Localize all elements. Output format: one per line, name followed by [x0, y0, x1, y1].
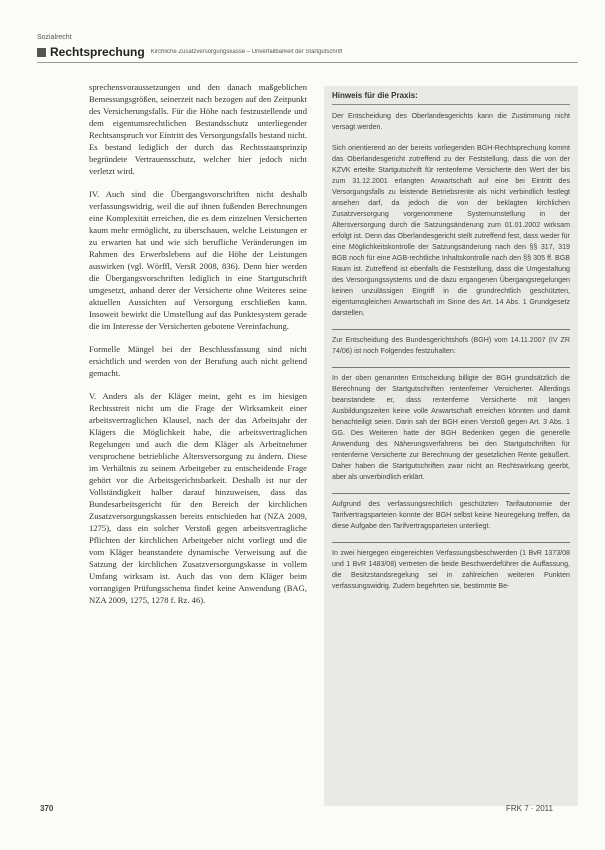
box-heading: Hinweis für die Praxis:	[332, 86, 570, 105]
header-divider	[37, 62, 578, 63]
box-paragraph: Aufgrund des verfassungsrechtlich geschützten Tarifautonomie der Tarifvertragsparteien konnte der BGH selbst keine Neuregelung treffen, da diese Aufgabe den Tarifvertragsparteien unterliegt.	[332, 493, 570, 532]
paragraph: sprechensvoraussetzungen und den danach maßgeblichen Bemessungsgrößen, seinerzeit nach bezogen auf den Zeitpunkt des Versicherungsfalls. Für die Höhe nach festzustellende und dem eigentumsrechtlichen Bestandsschutz unterliegender Rechtsanspruch vor Eintritt des Versorgungsfalls bestand nicht. Es bestand lediglich der durch das Rechtsstaatsprinzip begründete Vertrauensschutz, welcher hier jedoch nicht verletzt wird.	[89, 82, 307, 176]
paragraph: V. Anders als der Kläger meint, geht es im hiesigen Rechtsstreit nicht um die Frage der Wirksamkeit einer arbeitsvertraglichen Klausel, nach der das Arbeitsjahr der Klägers die Möglichkeit habe, die arbeitsvertraglichen Regelungen und auch die dem Kläger als Arbeitnehmer versprochene betriebliche Altersversorgung zu ändern. Diese im Verhältnis zu seinem Arbeitgeber zu entscheidende Frage gehört vor die Arbeitsgerichtsbarkeit. Deshalb ist nur der Vollständigkeit halber darauf hinzuweisen, dass das Bundesarbeitsgericht für den Bereich der kirchlichen Zusatzversorgungskassen bereits entschieden hat (NZA 2009, 1275), dass ein solcher Verstoß gegen arbeitsvertragliche Pflichten der kirchlichen Arbeitgeber nicht vorliegt und die vom Kläger beanstandete dynamische Verweisung auf die Satzung der kirchlichen Zusatzversorgungskasse in vollem Umfang wirksam ist. Auch das von dem Kläger beim vorrangigen Prüfungsschema findet keine Anwendung (BAG, NZA 2009, 1275, 1278 f. Rz. 46).	[89, 391, 307, 605]
page-title: Rechtsprechung	[50, 45, 145, 59]
box-paragraph: In der oben genannten Entscheidung billigte der BGH grundsätzlich die Berechnung der Startgutschriften rentenferner Versicherter. Allerdings beanstandete er, dass rentenferne Versicherte mit langen Ausbildungszeiten keine volle Anwartschaft erreichen könnten und damit benachteiligt seien. Darin sah der BGH einen Verstoß gegen Art. 3 Abs. 1 GG. Des Weiteren hatte der BGH Bedenken gegen die generelle Anwendung des Näherungsverfahrens bei den Startgutschriften für rentenferne Versicherte zur Berechnung der gesetzlichen Rente geäußert. Daher haben die Startgutschriften zwar nicht an Rechtswirkung geerbt, aber als unverbindlich erklärt.	[332, 367, 570, 483]
box-paragraph: Der Entscheidung des Oberlandesgerichts kann die Zustimmung nicht versagt werden.	[332, 112, 570, 131]
box-paragraph: Sich orientierend an der bereits vorliegenden BGH-Rechtsprechung kommt das Oberlandesgericht zutreffend zu der Feststellung, dass die von der KZVK erteilte Startgutschrift für rentenferne Versicherte den Wert der bis zum 31.12.2001 erlangten Anwartschaft auf eine bei Eintritt des Versorgungsfalls zu leistende Betriebsrente als nicht verbindlich festlegt ansehen darf, da jedoch die von der beklagten kirchlichen Zusatzversorgung vorgenommene Systemumstellung in der Altersversorgung durch die Satzungsänderung zum 01.01.2002 wirksam erfolgt ist. Denn das Oberlandesgericht stellt zutreffend fest, dass weder für eine Möglichkeitskontrolle der Satzungsänderung nach den §§ 317, 319 BGB noch für eine AGB-rechtliche Inhaltskontrolle nach den §§ 305 ff. BGB Raum ist. Zutreffend ist ebenfalls die Feststellung, dass die Umgestaltung des Versorgungssystems und die dazu ergangenen Übergangsregelungen keinen unzulässigen Eingriff in die grundrechtlich geschützten, eigentumsgleichen Anwartschaft im Sinne des Art. 14 Abs. 1 Grundgesetz darstellen.	[332, 144, 570, 317]
paragraph: IV. Auch sind die Übergangsvorschriften nicht deshalb verfassungswidrig, weil die auf ihnen fußenden Berechnungen eine Komplexität erreichen, die es dem einzelnen Versicherten kaum mehr ermöglicht, zu überschauen, welche Leistungen er zu erwarten hat und wie sich berufliche Veränderungen im Rahmen des Erwerbslebens auf die Höhe der Leistungen auswirken (vgl. Wörffl, VersR 2008, 836). Denn hier werden die Übergangsvorschriften lediglich in eine Startgutschrift umgesetzt, anhand derer der Versicherte ohne Weiteres seine aktuellen Aussichten auf Versorgung erschließen kann. Insoweit bewirkt die Umstellung auf das Punktesystem gerade die im Interesse der Versicherten gebotene Vereinfachung.	[89, 189, 307, 331]
page-subtitle: Kirchliche Zusatzversorgungskasse – Unverfallbarkeit der Startgutschrift	[150, 49, 343, 55]
main-text-column	[89, 81, 307, 617]
header-bar	[37, 45, 578, 59]
page-number: 370	[40, 804, 54, 813]
practice-note-box	[324, 86, 578, 806]
box-paragraph: In zwei hiergegen eingereichten Verfassungsbeschwerden (1 BvR 1373/08 und 1 BvR 1483/08) vertreten die beide Beschwerdeführer die Auffassung, die Besitzstandsregelung sei in zahlreichen weiteren Punkten verfassungswidrig. Zudem begehrten sie, bestimmte Be-	[332, 542, 570, 592]
section-marker-icon	[37, 48, 46, 57]
box-paragraph: Zur Entscheidung des Bundesgerichtshofs (BGH) vom 14.11.2007 (IV ZR 74/06) ist noch Folgendes festzuhalten:	[332, 329, 570, 357]
paragraph: Formelle Mängel bei der Beschlussfassung sind nicht ersichtlich und werden von der Berufung auch nicht geltend gemacht.	[89, 344, 307, 378]
journal-issue: FRK 7 · 2011	[506, 804, 553, 813]
section-label: Sozialrecht	[37, 34, 72, 41]
